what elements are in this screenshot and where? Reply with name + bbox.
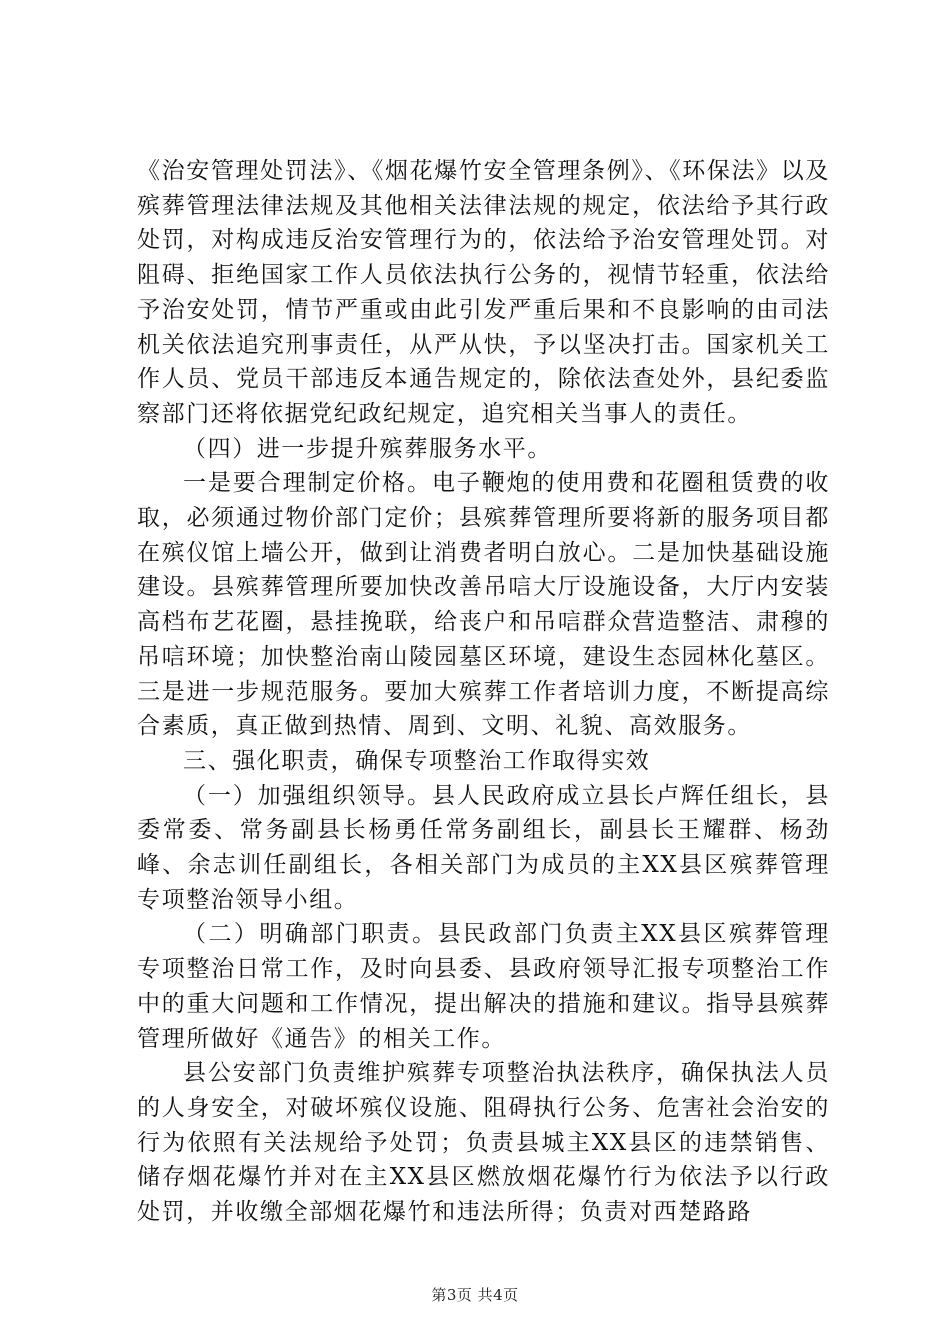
paragraph-department-duties: （二）明确部门职责。县民政部门负责主XX县区殡葬管理专项整治日常工作，及时向县委、县政府领导汇报专项整治工作中的重大问题和工作情况，提出解决的措施和建议。指导县殡葬管理所做好《通告》的相关工作。 [137,921,830,1052]
paragraph-leadership: （一）加强组织领导。县人民政府成立县长卢辉任组长，县委常委、常务副县长杨勇任常务副组长，副县长王耀群、杨劲峰、余志训任副组长，各相关部门为成员的主XX县区殡葬管理专项整治领导小组。 [137,782,830,913]
page-number-footer: 第3页 共4页 [431,1286,519,1304]
paragraph-public-security: 县公安部门负责维护殡葬专项整治执法秩序，确保执法人员的人身安全，对破坏殡仪设施、阻碍执行公务、危害社会治安的行为依照有关法规给予处罚；负责县城主XX县区的违禁销售、储存烟花爆竹并对在主XX县区燃放烟花爆竹行为依法予以行政处罚，并收缴全部烟花爆竹和违法所得；负责对西楚路路 [137,1060,830,1226]
document-body [137,154,830,1230]
paragraph-service-level: 一是要合理制定价格。电子鞭炮的使用费和花圈租赁费的收取，必须通过物价部门定价；县殡葬管理所要将新的服务项目都在殡仪馆上墙公开，做到让消费者明白放心。二是加快基础设施建设。县殡葬管理所要加快改善吊唁大厅设施设备，大厅内安装高档布艺花圈，悬挂挽联，给丧户和吊唁群众营造整洁、肃穆的吊唁环境；加快整治南山陵园墓区环境，建设生态园林化墓区。三是进一步规范服务。要加大殡葬工作者培训力度，不断提高综合素质，真正做到热情、周到、文明、礼貌、高效服务。 [137,470,830,740]
paragraph-continuation: 《治安管理处罚法》、《烟花爆竹安全管理条例》、《环保法》以及殡葬管理法律法规及其他相关法律法规的规定，依法给予其行政处罚，对构成违反治安管理行为的，依法给予治安管理处罚。对阻碍、拒绝国家工作人员依法执行公务的，视情节轻重，依法给予治安处罚，情节严重或由此引发严重后果和不良影响的由司法机关依法追究刑事责任，从严从快，予以坚决打击。国家机关工作人员、党员干部违反本通告规定的，除依法查处外，县纪委监察部门还将依据党纪政纪规定，追究相关当事人的责任。 [137,158,830,427]
section-heading-3: 三、强化职责，确保专项整治工作取得实效 [183,747,651,774]
section-heading-4: （四）进一步提升殡葬服务水平。 [183,435,552,462]
